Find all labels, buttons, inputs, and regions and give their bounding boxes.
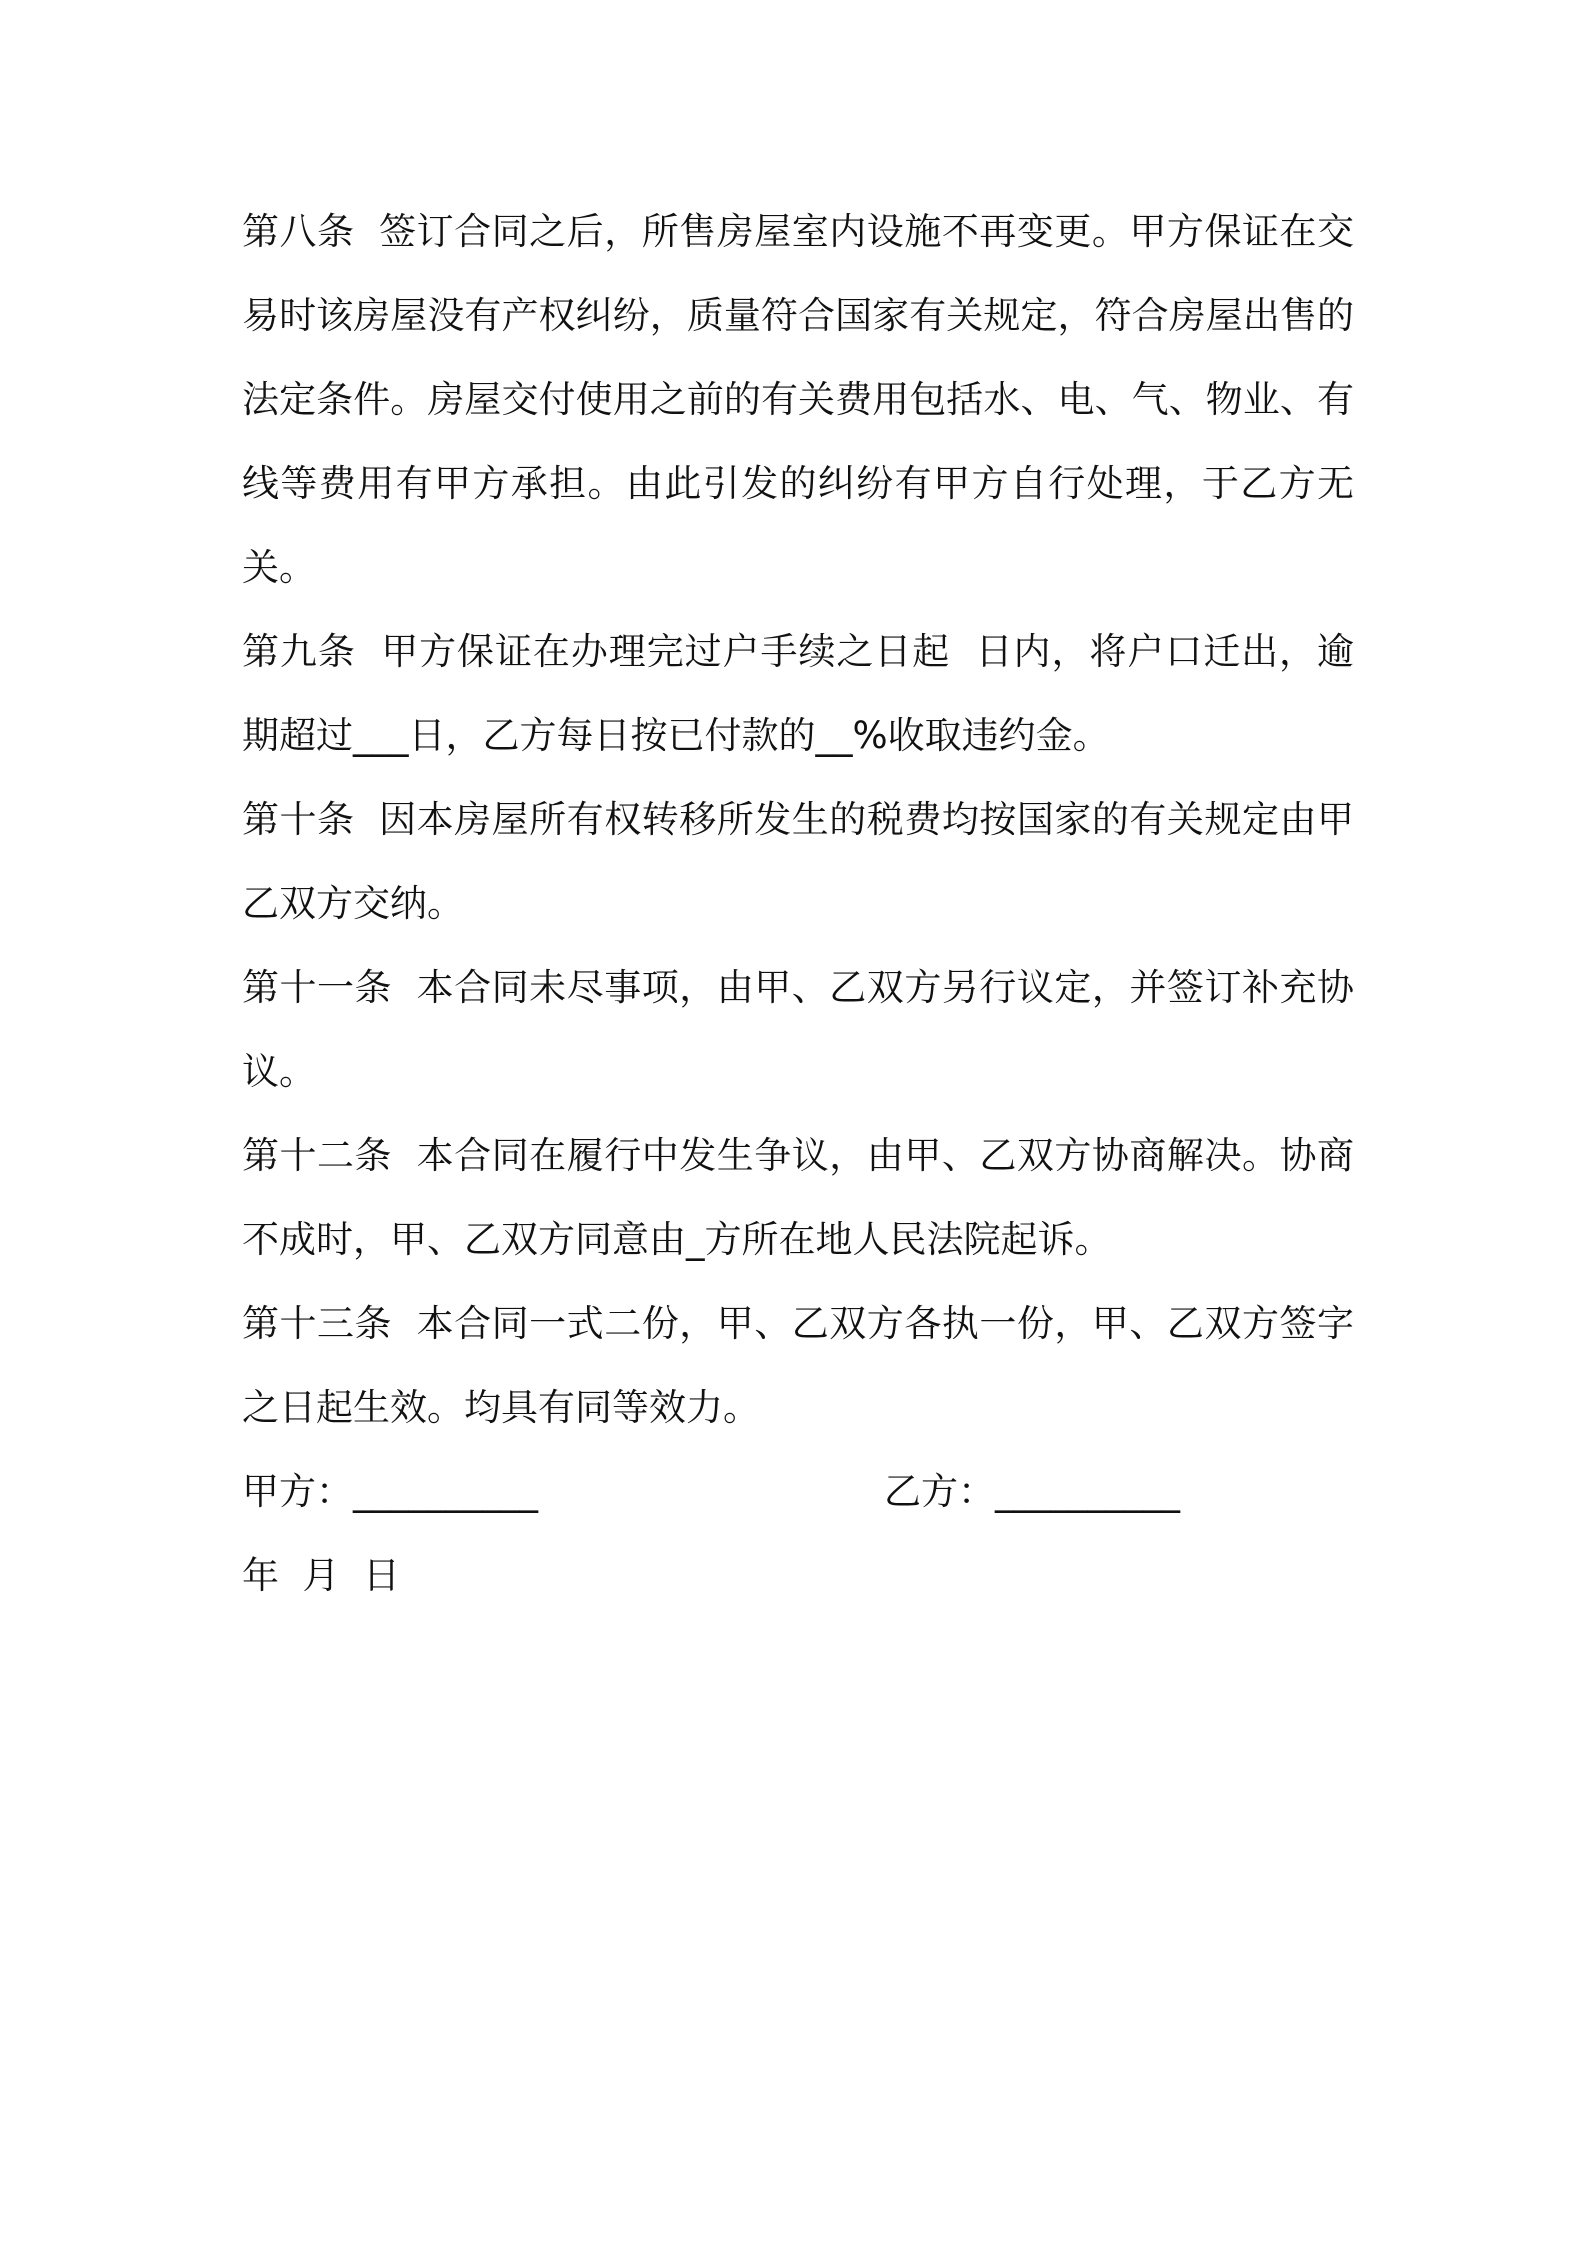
article-12: 第十二条 本合同在履行中发生争议，由甲、乙双方协商解决。协商不成时，甲、乙双方同意由_方所在地人民法院起诉。 bbox=[242, 1134, 1354, 1261]
article-8: 第八条 签订合同之后，所售房屋室内设施不再变更。甲方保证在交易时该房屋没有产权纠纷，质量符合国家有关规定，符合房屋出售的法定条件。房屋交付使用之前的有关费用包括水、电、气、物业、有线等费用有甲方承担。由此引发的纠纷有甲方自行处理，于乙方无关。 bbox=[242, 210, 1354, 589]
party-b-signature: 乙方：__________ bbox=[884, 1470, 1180, 1513]
signature-row bbox=[242, 1450, 1354, 1534]
article-13: 第十三条 本合同一式二份，甲、乙双方各执一份，甲、乙双方签字之日起生效。均具有同等效力。 bbox=[242, 1302, 1354, 1429]
date-line: 年 月 日 bbox=[242, 1554, 401, 1597]
contract-body bbox=[242, 190, 1354, 1618]
article-11: 第十一条 本合同未尽事项，由甲、乙双方另行议定，并签订补充协议。 bbox=[242, 966, 1354, 1093]
article-9: 第九条 甲方保证在办理完过户手续之日起 日内，将户口迁出，逾期超过___日，乙方每日按已付款的__%收取违约金。 bbox=[242, 630, 1354, 757]
party-a-signature: 甲方：__________ bbox=[242, 1470, 538, 1513]
article-10: 第十条 因本房屋所有权转移所发生的税费均按国家的有关规定由甲乙双方交纳。 bbox=[242, 798, 1354, 925]
